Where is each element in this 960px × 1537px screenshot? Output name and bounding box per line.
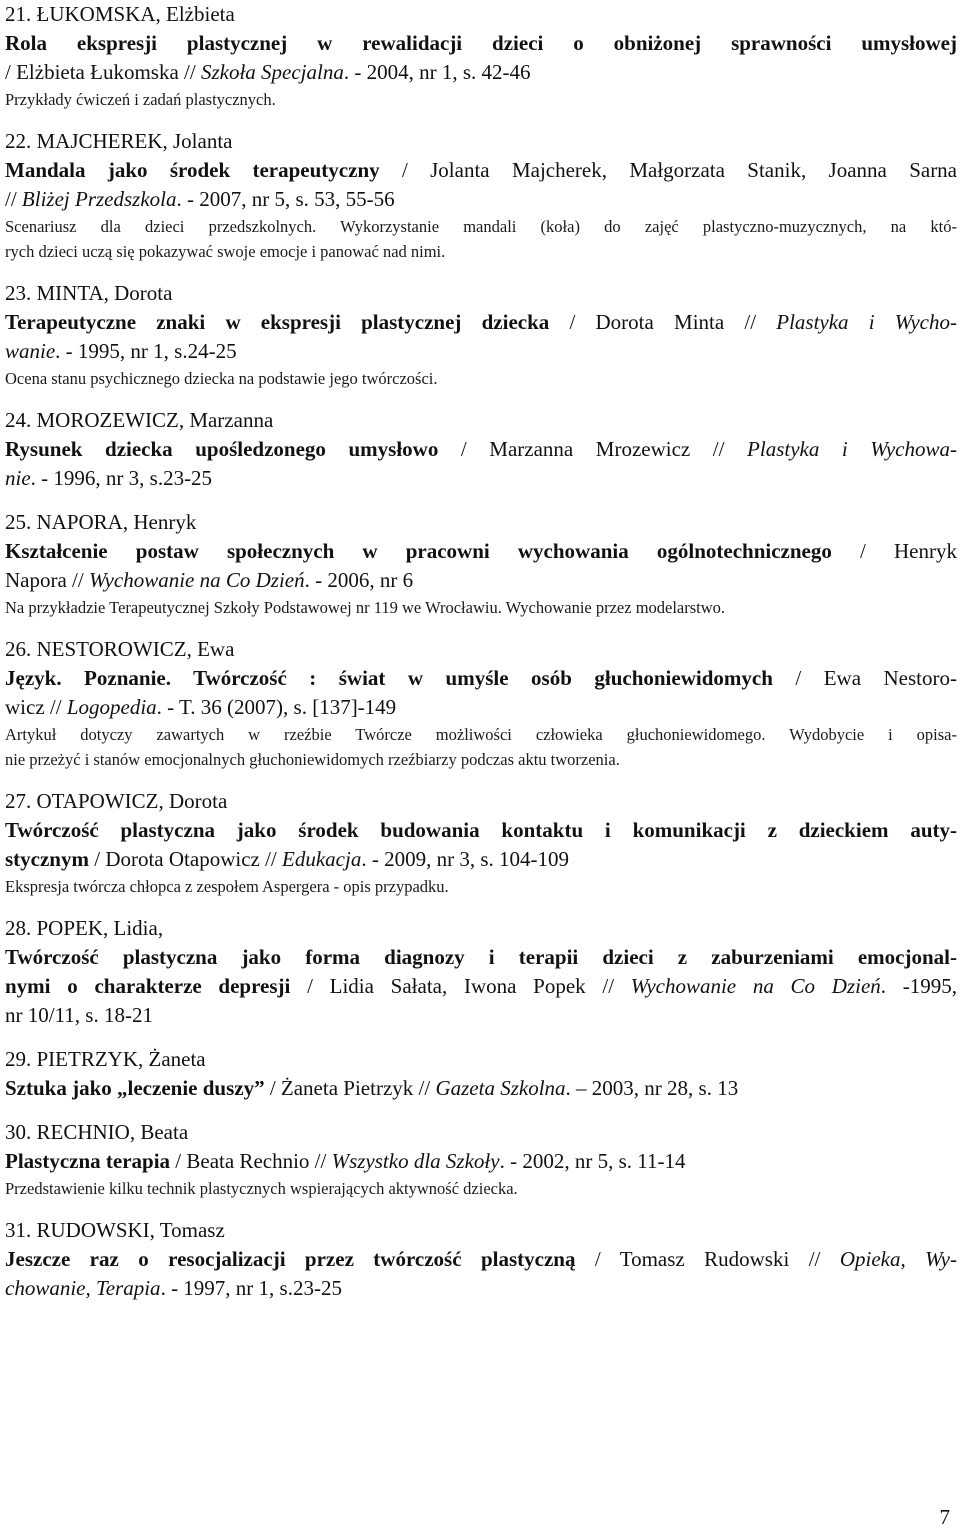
entry-note: nie przeżyć i stanów emocjonalnych głuchoniewidomych rzeźbiarzy podczas aktu tworzenia. [5, 750, 620, 769]
entry-26 [5, 635, 957, 772]
entry-note: Przykłady ćwiczeń i zadań plastycznych. [5, 90, 276, 109]
entry-heading: 25. NAPORA, Henryk [5, 510, 197, 534]
entry-pages: nr 10/11, s. 18-21 [5, 1003, 153, 1027]
entry-title: Twórczość plastyczna jako forma diagnozy i terapii dzieci z zaburzeniami emocjonal- [5, 945, 957, 969]
entry-28 [5, 914, 957, 1030]
entry-note: Artykuł dotyczy zawartych w rzeźbie Twórcze możliwości człowieka głuchoniewidomego. Wydobycie i opisa- [5, 725, 957, 744]
entry-citation: chowanie, Terapia. - 1997, nr 1, s.23-25 [5, 1276, 342, 1300]
entry-citation: wicz // Logopedia. - T. 36 (2007), s. [137]-149 [5, 695, 397, 719]
entry-citation: // Bliżej Przedszkola. - 2007, nr 5, s. 53, 55-56 [5, 187, 395, 211]
entry-25 [5, 508, 957, 620]
entry-24 [5, 406, 957, 493]
entry-title: Twórczość plastyczna jako środek budowania kontaktu i komunikacji z dzieckiem auty- [5, 818, 957, 842]
entry-citation: / Elżbieta Łukomska // Szkoła Specjalna. - 2004, nr 1, s. 42-46 [5, 60, 531, 84]
entry-heading: 22. MAJCHEREK, Jolanta [5, 129, 233, 153]
entry-31 [5, 1216, 957, 1303]
bibliography-page [5, 0, 957, 1303]
entry-21 [5, 0, 957, 112]
entry-heading: 30. RECHNIO, Beata [5, 1120, 189, 1144]
entry-note: Ekspresja twórcza chłopca z zespołem Aspergera - opis przypadku. [5, 877, 449, 896]
entry-note: Przedstawienie kilku technik plastycznych wspierających aktywność dziecka. [5, 1179, 518, 1198]
entry-heading: 23. MINTA, Dorota [5, 281, 173, 305]
entry-title: Mandala jako środek terapeutyczny / Jolanta Majcherek, Małgorzata Stanik, Joanna Sarna [5, 158, 958, 182]
entry-citation: Napora // Wychowanie na Co Dzień. - 2006, nr 6 [5, 568, 414, 592]
entry-title: Plastyczna terapia / Beata Rechnio // Wszystko dla Szkoły. - 2002, nr 5, s. 11-14 [5, 1149, 686, 1173]
entry-heading: 29. PIETRZYK, Żaneta [5, 1047, 206, 1071]
entry-22 [5, 127, 957, 264]
entry-note: Scenariusz dla dzieci przedszkolnych. Wykorzystanie mandali (koła) do zajęć plastyczno-muzycznych, na któ- [5, 217, 957, 236]
entry-title: Jeszcze raz o resocjalizacji przez twórczość plastyczną / Tomasz Rudowski // Opieka, Wy- [5, 1247, 957, 1271]
entry-heading: 24. MOROZEWICZ, Marzanna [5, 408, 274, 432]
page-number: 7 [939, 1505, 950, 1529]
entry-citation: nie. - 1996, nr 3, s.23-25 [5, 466, 213, 490]
entry-30 [5, 1118, 957, 1201]
entry-title: Sztuka jako „leczenie duszy” / Żaneta Pietrzyk // Gazeta Szkolna. – 2003, nr 28, s. 13 [5, 1076, 739, 1100]
entry-citation: nymi o charakterze depresji / Lidia Sałata, Iwona Popek // Wychowanie na Co Dzień. -1995, [5, 974, 957, 998]
entry-heading: 26. NESTOROWICZ, Ewa [5, 637, 235, 661]
entry-heading: 27. OTAPOWICZ, Dorota [5, 789, 228, 813]
entry-title: Język. Poznanie. Twórczość : świat w umyśle osób głuchoniewidomych / Ewa Nestoro- [5, 666, 957, 690]
entry-title: Rola ekspresji plastycznej w rewalidacji dzieci o obniżonej sprawności umysłowej [5, 31, 957, 55]
entry-citation: stycznym / Dorota Otapowicz // Edukacja. - 2009, nr 3, s. 104-109 [5, 847, 569, 871]
entry-29 [5, 1045, 957, 1103]
entry-note: Ocena stanu psychicznego dziecka na podstawie jego twórczości. [5, 369, 438, 388]
entry-heading: 21. ŁUKOMSKA, Elżbieta [5, 2, 235, 26]
entry-citation: wanie. - 1995, nr 1, s.24-25 [5, 339, 237, 363]
entry-note: Na przykładzie Terapeutycznej Szkoły Podstawowej nr 119 we Wrocławiu. Wychowanie przez modelarstwo. [5, 598, 726, 617]
entry-title: Terapeutyczne znaki w ekspresji plastycznej dziecka / Dorota Minta // Plastyka i Wycho- [5, 310, 957, 334]
entry-note: rych dzieci uczą się pokazywać swoje emocje i panować nad nimi. [5, 242, 446, 261]
entry-27 [5, 787, 957, 899]
entry-title: Rysunek dziecka upośledzonego umysłowo / Marzanna Mrozewicz // Plastyka i Wychowa- [5, 437, 957, 461]
entry-title: Kształcenie postaw społecznych w pracowni wychowania ogólnotechnicznego / Henryk [5, 539, 957, 563]
entry-heading: 31. RUDOWSKI, Tomasz [5, 1218, 225, 1242]
entry-heading: 28. POPEK, Lidia, [5, 916, 164, 940]
entry-23 [5, 279, 957, 391]
